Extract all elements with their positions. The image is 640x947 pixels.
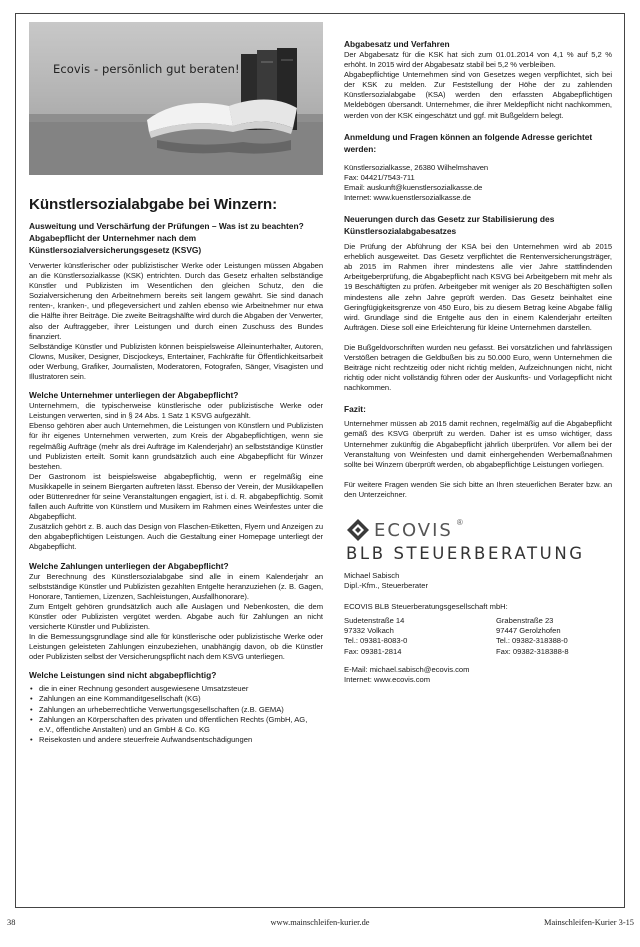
heading-not-liable: Welche Leistungen sind nicht abgabepflichtig?: [29, 670, 217, 681]
address-website[interactable]: Internet: www.kuenstlersozialkasse.de: [344, 192, 471, 202]
signer-title: Dipl.-Kfm., Steuerberater: [344, 581, 428, 591]
heading-fazit: Fazit:: [344, 404, 366, 415]
fazit-paragraph: Für weitere Fragen wenden Sie sich bitte an Ihren steuerlichen Berater bzw. an den Unterzeichner.: [344, 479, 612, 499]
ecovis-logo-icon: [346, 518, 370, 542]
intro-paragraph-1: Verwerter künstlerischer oder publizistischer Werke oder Leistungen müssen Abgaben an die Künstlersozialkasse (KSK) entrichten. Durch das Gesetz erhalten selbständige Künstler und Publizisten im Wesentlichen den gleichen Schutz, den die Sozialversicherung den Arbeitnehmern bereits seit langem gewährt. Sie sind danach renten-, kranken-, und pflegeversichert und zahlen ebenso wie Arbeitnehmer nur etwa die Hälfte ihrer Beiträge. Die zweite Beitragshälfte wird durch die Abgaben der Verwerter, also der Auftraggeber, ihrer Leistungen und durch einen Zuschuss des Bundes finanziert.: [29, 261, 323, 341]
office-fax: Fax: 09382-318388-8: [496, 646, 569, 656]
open-book-illustration: [29, 22, 323, 175]
contact-info: [344, 665, 612, 685]
footer-url[interactable]: www.mainschleifen-kurier.de: [270, 918, 370, 927]
new-law-paragraph: Die Bußgeldvorschriften wurden neu gefasst. Bei vorsätzlichen und fahrlässigen Verstößen betragen die Geldbußen bis zu 50.000 Euro, wenn Unternehmen die Beiträge nicht rechtzeitig oder nicht richtig melden, Aufzeichnungen nicht, nicht richtig oder nicht vollständig führen oder der Auskunfts- und Vorlagepflicht nicht nachkommen.: [344, 342, 612, 393]
subtitle: Ausweitung und Verschärfung der Prüfungen – Was ist zu beachten? Abgabepflicht der Unternehmer nach dem Künstlersozialversicherungsgesetz (KSVG): [29, 221, 304, 255]
office-volkach: [344, 616, 496, 656]
fazit-paragraph: Unternehmer müssen ab 2015 damit rechnen, regelmäßig auf die Abgabepflicht gemäß des KSVG überprüft zu werden. Daher ist es umso wichtiger, dass Unternehmer zukünftig die Abgabepflicht jährlich überprüfen. Vor allem bei der Veranstaltung von Weinfesten und damit einhergehenden Werbemaßnahmen sollte bei Winzern überprüft werden, ob abgabepflichtige Leistungen vorliegen.: [344, 419, 612, 469]
contact-website[interactable]: Internet: www.ecovis.com: [344, 674, 431, 684]
list-item: • Reisekosten und andere steuerfreie Aufwandsentschädigungen: [29, 735, 323, 745]
heading-who: Welche Unternehmer unterliegen der Abgabepflicht?: [29, 390, 239, 401]
pay-paragraph: In die Bemessungsgrundlage sind alle für künstlerische oder publizistische Werke oder Leistungen geleisteten Zahlungen einzubeziehen, unabhängig davon, ob die Künstler oder Publizisten selbst der Versicherungspflicht nach dem KSVG unterliegen.: [29, 632, 323, 662]
page-number: 38: [7, 918, 16, 927]
heading-rate: Abgabesatz und Verfahren: [344, 39, 450, 49]
pay-paragraph: Zum Entgelt gehören grundsätzlich auch alle Auslagen und Nebenkosten, die dem Künstler oder Publizisten vergütet werden. Abgabe auch für Zahlungen an nicht versicherte Künstler und Publizisten.: [29, 601, 323, 631]
ksk-address: [344, 163, 612, 203]
who-paragraph: Zusätzlich gehört z. B. auch das Design von Flaschen-Etiketten, Flyern und Anzeigen zu den abgabepflichtigen Leistungen. Auch die Gestaltung einer Homepage unterliegt der Abgabepflicht.: [29, 522, 323, 552]
address-email[interactable]: Email: auskunft@kuenstlersozialkasse.de: [344, 182, 483, 192]
list-item: • die in einer Rechnung gesondert ausgewiesene Umsatzsteuer: [29, 684, 323, 694]
office-city: 97332 Volkach: [344, 626, 394, 636]
list-item: • Zahlungen an Körperschaften des privaten und öffentlichen Rechts (GmbH, AG, e.V., öffentliche Anstalten) und an GmbH & Co. KG: [29, 715, 323, 735]
heading-payments: Welche Zahlungen unterliegen der Abgabepflicht?: [29, 560, 229, 571]
ecovis-logo: [346, 518, 612, 563]
contact-email[interactable]: E-Mail: michael.sabisch@ecovis.com: [344, 664, 470, 674]
who-paragraph: Unternehmern, die typischerweise künstlerische oder publizistische Werke oder Leistungen verwerten, sind in § 24 Abs. 1 Satz 1 KSVG aufgezählt.: [29, 401, 323, 421]
who-paragraph: Der Gastronom ist beispielsweise abgabepflichtig, wenn er regelmäßig eine Musikkapelle in seinem Biergarten auftreten lässt. Ebenso der Verein, der Musikkapellen oder Büttenredner für seine Veranstaltungen engagiert, ist i. d. R. abgabepflichtig. Somit fallen auch Auftritte von Künstlern und Musikern im Rahmen eines Weinfestes unter die Abgabepflicht.: [29, 471, 323, 522]
signature: [344, 571, 612, 591]
heading-address: Anmeldung und Fragen können an folgende Adresse gerichtet werden:: [344, 131, 593, 154]
issue-label: Mainschleifen-Kurier 3-15: [544, 918, 634, 927]
not-liable-list: [29, 684, 323, 745]
hero-image: [29, 22, 323, 175]
registered-mark: ®: [456, 518, 463, 527]
address-line: Fax: 04421/7543-711: [344, 172, 415, 182]
office-gerolzhofen: [496, 616, 612, 656]
logo-wordmark: ECOVIS: [374, 519, 453, 541]
office-fax: Fax: 09381-2814: [344, 646, 402, 656]
office-street: Grabenstraße 23: [496, 616, 554, 626]
hero-caption: Ecovis - persönlich gut beraten!: [53, 62, 240, 76]
office-street: Sudetenstraße 14: [344, 616, 405, 626]
list-item: • Zahlungen an urheberrechtliche Verwertungsgesellschaften (z.B. GEMA): [29, 705, 323, 715]
left-column: [29, 22, 323, 745]
pay-paragraph: Zur Berechnung des Künstlersozialabgabe sind alle in einem Kalenderjahr an selbstständige Künstler und Publizisten gezahlten Entgelte heranzuziehen (z. B. Gagen, Honorare, Tantiemen, Lizenzen, Sachleistungen, Ausfallhonorare).: [29, 571, 323, 601]
address-line: Künstlersozialkasse, 26380 Wilhelmshaven: [344, 162, 489, 172]
list-item: • Zahlungen an eine Kommanditgesellschaft (KG): [29, 694, 323, 704]
logo-subtitle: BLB STEUERBERATUNG: [346, 544, 585, 563]
office-addresses: [344, 616, 612, 656]
rate-paragraph: Der Abgabesatz für die KSK hat sich zum 01.01.2014 von 4,1 % auf 5,2 % erhöht. In 2015 wird der Abgabesatz stabil bei 5,2 % verbleiben.: [344, 50, 612, 70]
office-phone: Tel.: 09381-8083-0: [344, 636, 408, 646]
heading-new-law: Neuerungen durch das Gesetz zur Stabilisierung des Künstlersozialabgabesatzes: [344, 214, 555, 237]
firm-name: ECOVIS BLB Steuerberatungsgesellschaft mbH:: [344, 602, 508, 612]
signer-name: Michael Sabisch: [344, 571, 400, 580]
intro-paragraph-2: Selbständige Künstler und Publizisten können beispielsweise Alleinunterhalter, Autoren, Clowns, Musiker, Designer, Discjockeys, Entertainer, Fachkräfte für Öffentlichkeitsarbeit oder Werbung, Grafiker, Journalisten, Moderatoren, Fotografen, Sänger, Visagisten und Illustratoren sein.: [29, 341, 323, 382]
main-title: Künstlersozialabgabe bei Winzern:: [29, 196, 278, 213]
right-column: [344, 38, 612, 685]
rate-paragraph: Abgabepflichtige Unternehmen sind von Gesetzes wegen verpflichtet, sich bei der KSK zu melden. Zur Feststellung der Höhe der zu zahlenden Künstlersozialabgabe (KSA) werden den erfassten Abgabepflichtigen Meldebögen übersandt. Unternehmer, die ihrer Meldepflicht nicht nachkommen, werden von der KSK eingeschätzt und ggf. mit Bußgeldern belegt.: [344, 70, 612, 120]
office-phone: Tel.: 09382-318388-0: [496, 636, 568, 646]
who-paragraph: Ebenso gehören aber auch Unternehmen, die Leistungen von Künstlern und Publizisten für ihr eigenes Unternehmen verwerten, zum Kreis der Abgabepflichtigen, wenn sie regelmäßig Aufträge (mehr als drei Aufträge im Kalenderjahr) an selbstständige Künstler und Publizisten erteilt. Somit kann grundsätzlich auch eine Abgabepflicht für Winzer bestehen.: [29, 421, 323, 471]
new-law-paragraph: Die Prüfung der Abführung der KSA bei den Unternehmen wird ab 2015 erheblich ausgeweitet. Das Gesetz verpflichtet die Rentenversicherungsträger, ab 2015 im Rahmen ihrer mindestens alle vier Jahre stattfindenden Arbeitgeberprüfung, die Abgabepflicht nach KSVG bei Arbeitgebern mit mehr als 19 Beschäftigten zu prüfen. Arbeitgeber mit weniger als 20 Beschäftigten sollen mindestens alle zehn Jahre geprüft werden. Das Gesetz beinhaltet eine Geringfügigkeitsgrenze von 450 Euro, bis zu diesem Betrag keine Abgabe fällig wird. Grundlage sind die Entgelte aus den in einem Kalenderjahr erteilten Aufträgen. Diese soll eine Erleichterung für kleine Unternehmen darstellen.: [344, 242, 612, 332]
office-city: 97447 Gerolzhofen: [496, 626, 561, 636]
